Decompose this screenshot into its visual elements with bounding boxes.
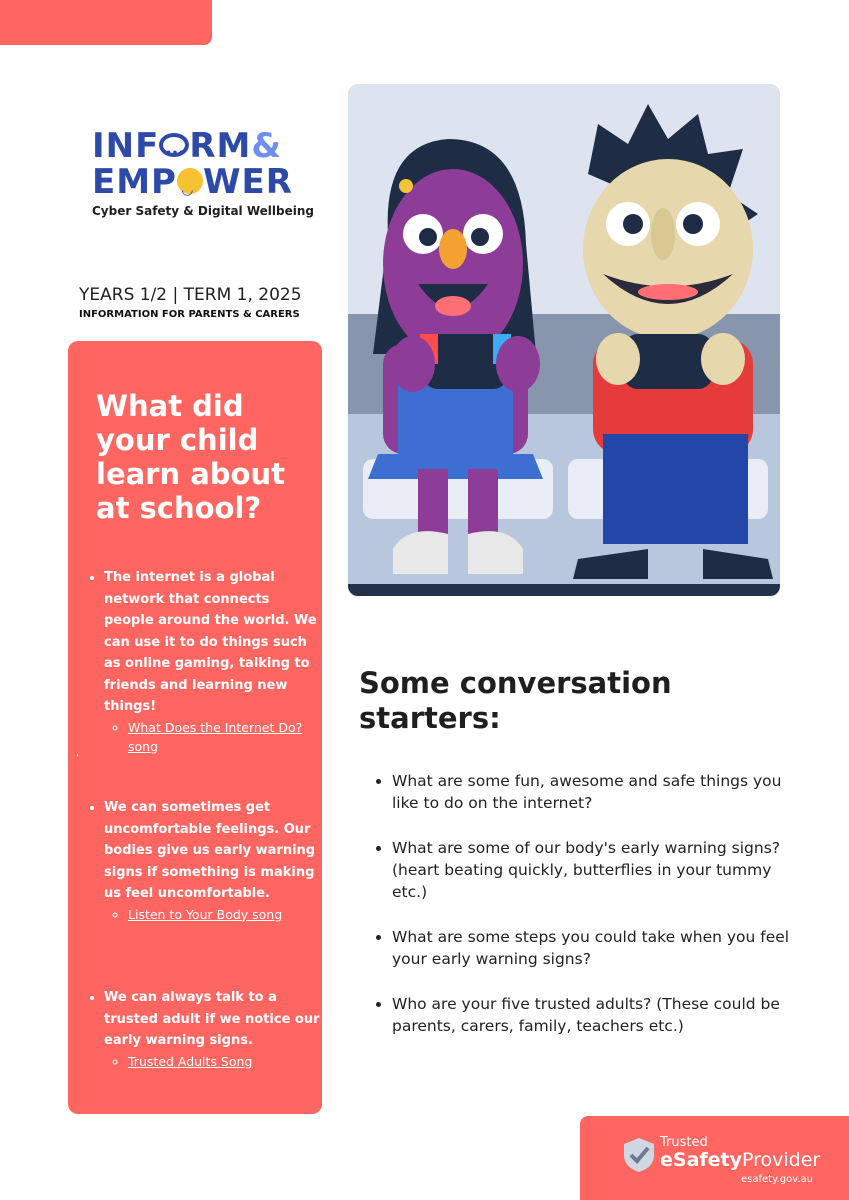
- years-term-heading: YEARS 1/2 | TERM 1, 2025: [79, 285, 302, 305]
- stray-mark: ': [76, 753, 79, 764]
- learning-list-3: [86, 987, 322, 1071]
- smiley-face-icon: [177, 168, 203, 194]
- question-item: • Who are your five trusted adults? (These could be parents, carers, family, teachers etc.): [392, 993, 792, 1037]
- illustration-svg: [348, 84, 780, 596]
- logo-line-2: EMP◡ WER: [92, 164, 302, 200]
- internet-song-link[interactable]: What Does the Internet Do? song: [128, 719, 303, 754]
- shield-check-icon: [620, 1136, 658, 1174]
- logo-line-1: INF••• RM&: [92, 128, 302, 164]
- song-link-item: [128, 718, 322, 756]
- speech-bubble-icon: [159, 133, 189, 157]
- learning-summary-panel: [68, 341, 322, 1114]
- song-link-item: [128, 905, 322, 924]
- trusted-adults-song-link[interactable]: Trusted Adults Song: [128, 1053, 253, 1069]
- trusted-esafety-provider-badge: [580, 1116, 849, 1200]
- question-item: • What are some of our body's early warning signs? (heart beating quickly, butterflies in your tummy etc.): [392, 837, 792, 903]
- learning-item: • The internet is a global network that connects people around the world. We can use it to do things such as online gaming, talking to friends and learning new things! ◦ What Does the Internet Do? song: [104, 567, 322, 756]
- question-item: • What are some fun, awesome and safe things you like to do on the internet?: [392, 770, 792, 814]
- listen-body-song-link[interactable]: Listen to Your Body song: [128, 906, 283, 922]
- conversation-starters-title: Some conversation starters:: [359, 666, 672, 735]
- logo-subtitle: Cyber Safety & Digital Wellbeing: [92, 204, 314, 218]
- conversation-questions-list: [370, 770, 792, 1060]
- question-item: • What are some steps you could take when you feel your early warning signs?: [392, 926, 792, 970]
- panel-title: What did your child learn about at school?: [96, 389, 285, 525]
- top-accent-tab: [0, 0, 212, 45]
- info-for-parents-heading: INFORMATION FOR PARENTS & CARERS: [79, 309, 300, 320]
- inform-empower-logo: [92, 126, 314, 218]
- badge-esafety-provider-label: eSafetyProvider: [660, 1149, 821, 1171]
- learning-list-2: [86, 797, 322, 924]
- badge-trusted-label: Trusted: [660, 1135, 708, 1150]
- learning-item: • We can sometimes get uncomfortable feelings. Our bodies give us early warning signs if something is making us feel uncomfortable. ◦ Listen to Your Body song: [104, 797, 322, 924]
- badge-site-url: esafety.gov.au: [740, 1174, 813, 1185]
- puppets-gaming-illustration: [348, 84, 780, 596]
- learning-item: • We can always talk to a trusted adult if we notice our early warning signs. ◦ Trusted Adults Song: [104, 987, 322, 1071]
- song-link-item: [128, 1052, 322, 1071]
- learning-list-1: [86, 567, 322, 756]
